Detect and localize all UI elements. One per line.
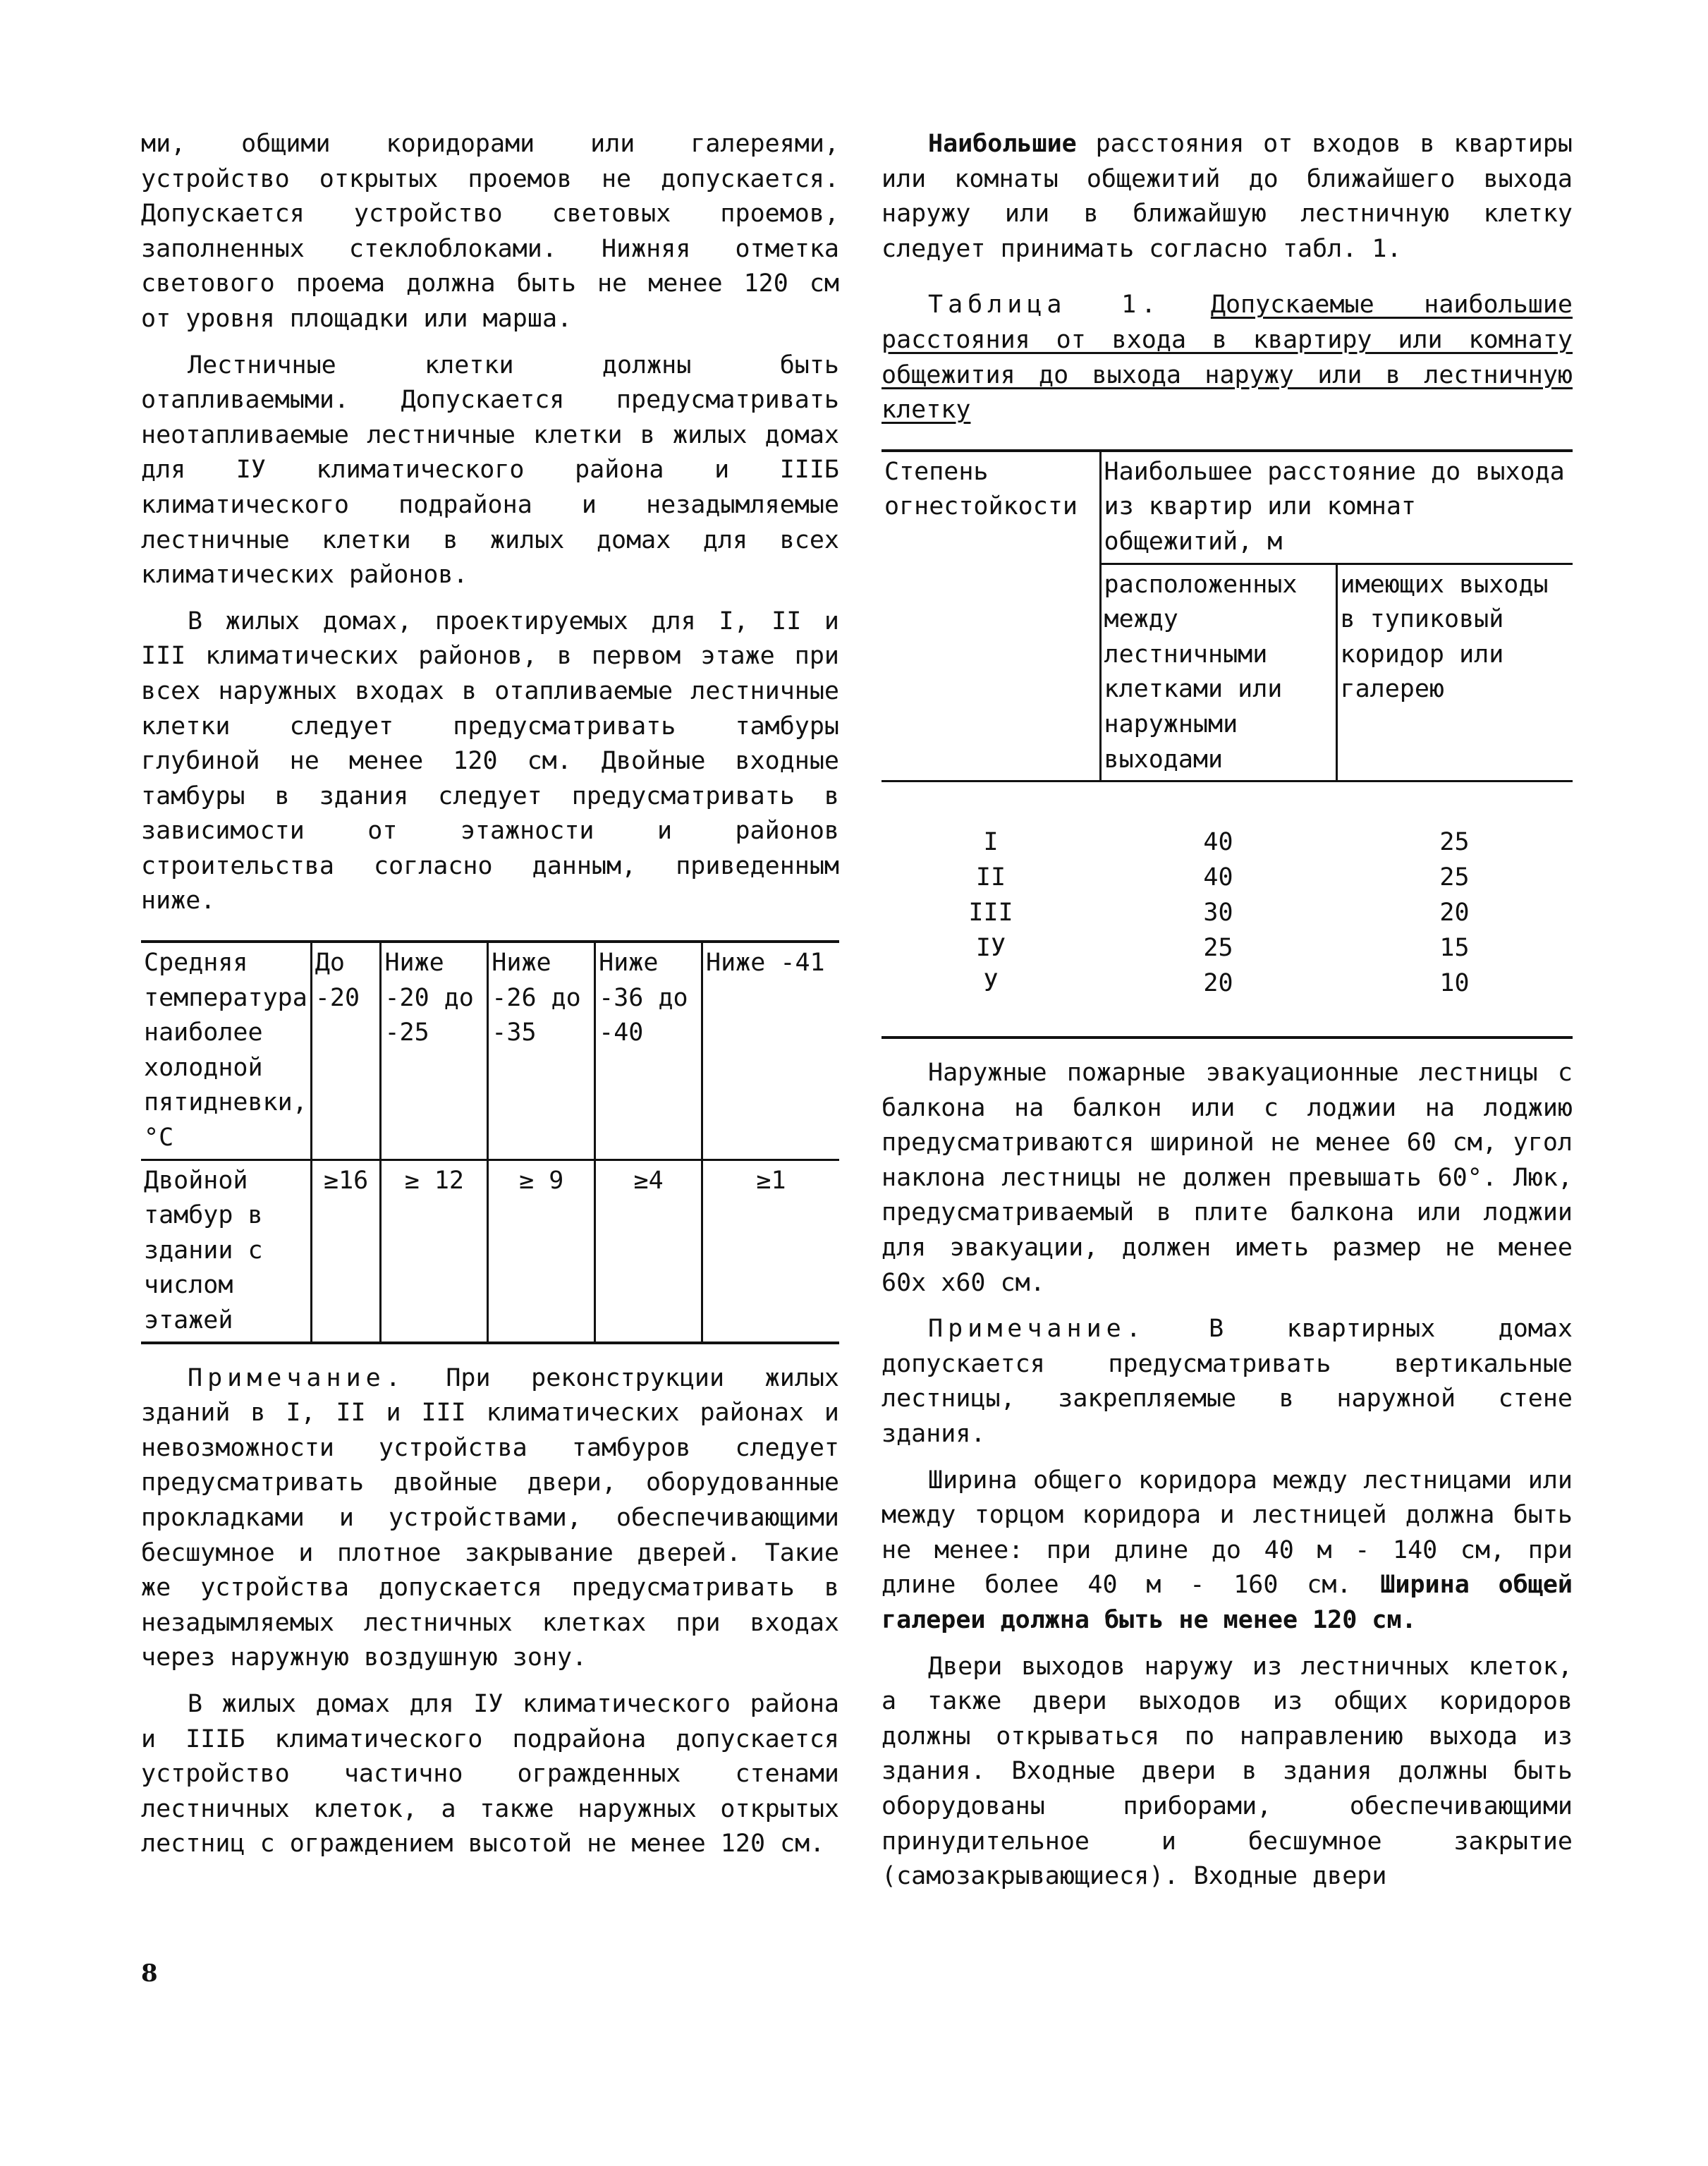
temperature-value: До -20 <box>311 942 381 1160</box>
right-paragraph-1-bold: Наибольшие <box>928 130 1077 158</box>
temperature-vestibule-table <box>141 940 839 1344</box>
left-column <box>141 127 839 1873</box>
table-caption-title: Допускаемые наибольшие расстояния от входа в квартиру или комнату общежития до выхода наружу или в лестничную клетку <box>882 291 1573 425</box>
subheader-between-stairs: расположенных между лестничными клетками или наружными выходами <box>1100 564 1336 781</box>
degree-cell: III <box>968 899 1013 927</box>
note-label: Примечание. <box>928 1315 1146 1344</box>
table-row <box>882 895 1573 930</box>
left-paragraph-2: Лестничные клетки должны быть отапливаемыми. Допускается предусматривать неотапливаемые лестничные клетки в жилых домах для IУ климатического района и IIIБ климатического подрайона и незадымляемые лестничные клетки в жилых домах для всех климатических районов. <box>141 351 839 590</box>
right-paragraph-3-start: Ширина общего коридора между лестницами или между торцом коридора и лестницей должна быть не менее: при длине до 40 м - 140 см, при длине более 40 м - 160 см. <box>882 1466 1573 1600</box>
right-paragraph-1-rest: расстояния от входов в квартиры или комнаты общежитий до ближайшего выхода наружу или в ближайшую лестничную клетку следует принимать согласно табл. 1. <box>882 130 1573 263</box>
right-column <box>882 127 1573 1906</box>
left-paragraph-1: ми, общими коридорами или галереями, устройство открытых проемов не допускается. Допускается устройство световых проемов, заполненных стеклоблоками. Нижняя отметка светового проема должна быть не менее 120 см от уровня площадки или марша. <box>141 130 839 333</box>
page-number: 8 <box>141 1959 158 1988</box>
table-caption-label: Таблица 1. <box>928 291 1161 320</box>
temperature-label: Средняя температура наиболее холодной пятидневки, °С <box>141 942 311 1160</box>
distance-table <box>882 449 1573 1039</box>
right-paragraph-1 <box>882 127 1573 267</box>
column-header-distance: Наибольшее расстояние до выхода из квартир или комнат общежитий, м <box>1100 451 1573 564</box>
temperature-value: Ниже -26 до -35 <box>488 942 595 1160</box>
table-row <box>882 781 1573 860</box>
degree-cell: II <box>975 863 1006 892</box>
right-paragraph-3 <box>882 1464 1573 1638</box>
deadend-cell: 25 <box>1439 863 1470 892</box>
degree-cell: У <box>983 969 999 998</box>
temperature-value: Ниже -41 <box>702 942 839 1160</box>
table-row <box>141 942 839 1160</box>
deadend-cell: 15 <box>1439 934 1470 963</box>
table-row <box>882 966 1573 1038</box>
table-header-row <box>882 451 1573 564</box>
degree-cell: I <box>983 828 999 857</box>
table-row <box>882 860 1573 895</box>
degree-cell: IУ <box>975 934 1006 963</box>
temperature-value: Ниже -20 до -25 <box>381 942 488 1160</box>
floors-value: ≥ 9 <box>488 1160 595 1342</box>
floors-value: ≥ 12 <box>381 1160 488 1342</box>
floors-label: Двойной тамбур в здании с числом этажей <box>144 1166 263 1334</box>
table-row <box>141 1160 839 1342</box>
right-paragraph-2: Наружные пожарные эвакуационные лестницы с балкона на балкон или с лоджии на лоджию предусматриваются шириной не менее 60 см, угол наклона лестницы не должен превышать 60°. Люк, предусматриваемый в плите балкона или лоджии для эвакуации, должен иметь размер не менее 60х х60 см. <box>882 1059 1573 1297</box>
between-cell: 30 <box>1203 899 1233 927</box>
column-header-degree: Степень огнестойкости <box>882 451 1100 781</box>
right-paragraph-3-bold: Ширина общей галереи должна быть не менее 120 см. <box>882 1571 1573 1634</box>
floors-value: ≥16 <box>311 1160 381 1342</box>
deadend-cell: 10 <box>1439 969 1470 998</box>
note-text: В квартирных домах допускается предусматривать вертикальные лестницы, закрепляемые в наружной стене здания. <box>882 1315 1573 1449</box>
note-label: Примечание. <box>188 1363 405 1392</box>
deadend-cell: 20 <box>1439 899 1470 927</box>
between-cell: 40 <box>1203 863 1233 892</box>
subheader-dead-end: имеющих выходы в тупиковый коридор или галерею <box>1336 564 1573 781</box>
left-note <box>141 1361 839 1676</box>
between-cell: 20 <box>1203 969 1233 998</box>
table-caption <box>882 288 1573 427</box>
between-cell: 40 <box>1203 828 1233 857</box>
floors-value: ≥1 <box>702 1160 839 1342</box>
between-cell: 25 <box>1203 934 1233 963</box>
right-paragraph-4: Двери выходов наружу из лестничных клеток, а также двери выходов из общих коридоров должны открываться по направлению выхода из здания. Входные двери в здания должны быть оборудованы приборами, обеспечивающими принудительное и бесшумное закрытие (самозакрывающиеся). Входные двери <box>882 1652 1573 1891</box>
temperature-value: Ниже -36 до -40 <box>595 942 702 1160</box>
table-row <box>882 930 1573 966</box>
left-paragraph-4: В жилых домах для IУ климатического района и IIIБ климатического подрайона допускается устройство частично огражденных стенами лестничных клеток, а также наружных открытых лестниц с ограждением высотой не менее 120 см. <box>141 1689 839 1858</box>
left-paragraph-3: В жилых домах, проектируемых для I, II и III климатических районов, в первом этаже при всех наружных входах в отапливаемые лестничные клетки следует предусматривать тамбуры глубиной не менее 120 см. Двойные входные тамбуры в здания следует предусматривать в зависимости от этажности и районов строительства согласно данным, приведенным ниже. <box>141 607 839 915</box>
floors-value: ≥4 <box>595 1160 702 1342</box>
note-text: При реконструкции жилых зданий в I, II и III климатических районах и невозможности устройства тамбуров следует предусматривать двойные двери, оборудованные прокладками и устройствами, обеспечивающими бесшумное и плотное закрывание дверей. Такие же устройства допускается предусматривать в незадымляемых лестничных клетках при входах через наружную воздушную зону. <box>141 1363 839 1672</box>
right-note <box>882 1312 1573 1452</box>
deadend-cell: 25 <box>1439 828 1470 857</box>
